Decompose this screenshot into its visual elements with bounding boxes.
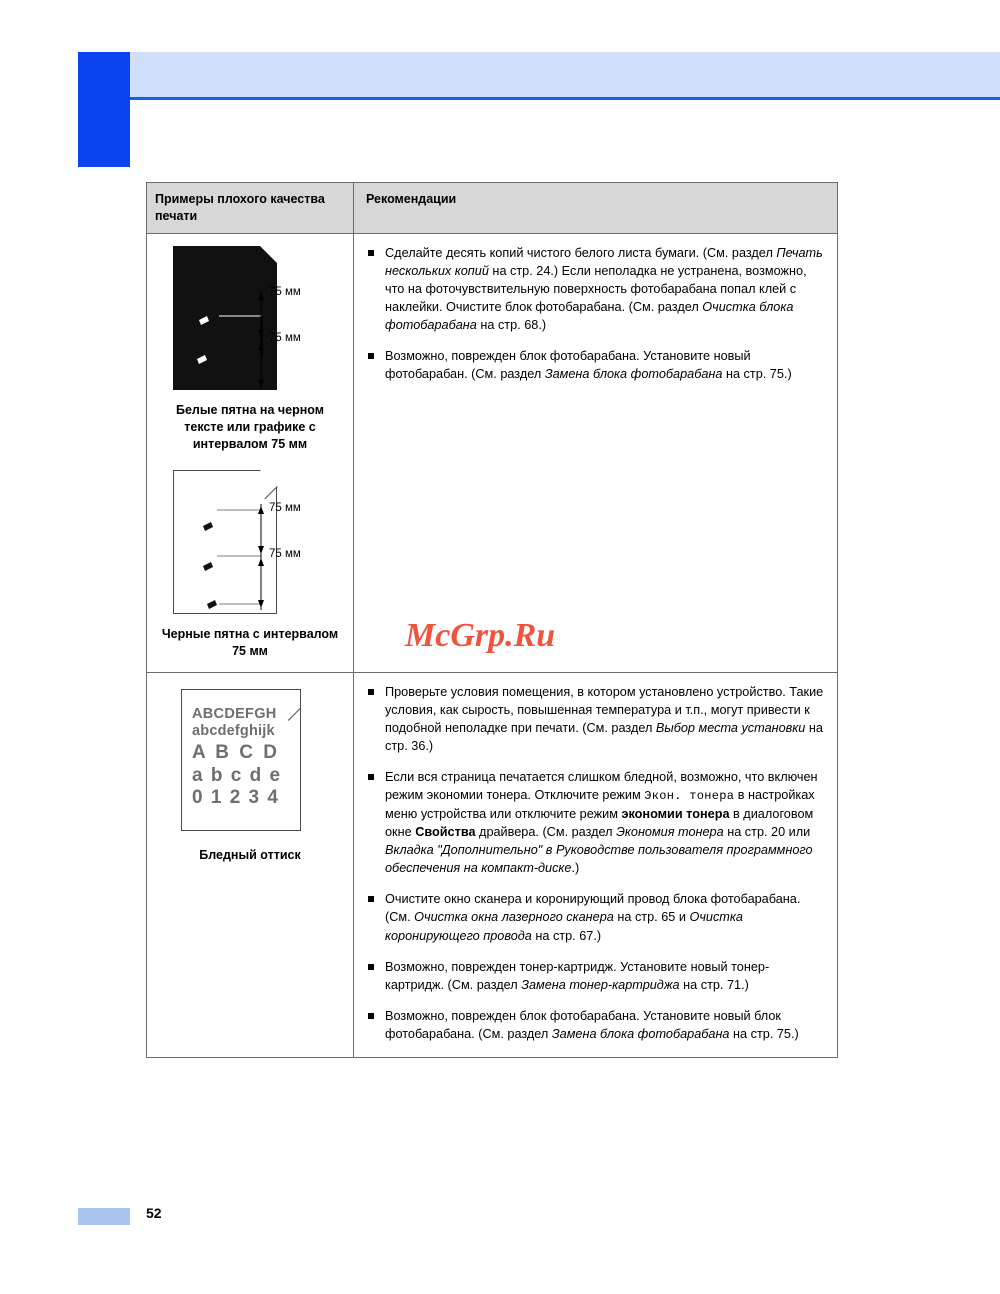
table-header-cell-recommendations: Рекомендации	[354, 183, 837, 233]
header-rule	[130, 97, 1000, 100]
recommendations-cell-spots	[354, 234, 837, 672]
header-chapter-tab	[78, 52, 130, 167]
page-number: 52	[146, 1205, 162, 1221]
pale-line-1: ABCDEFGH	[192, 706, 277, 723]
watermark: McGrp.Ru	[405, 617, 556, 654]
recommendation-list	[368, 683, 825, 1043]
pale-line-5: 0 1 2 3 4	[192, 787, 280, 809]
list-item: Сделайте десять копий чистого белого листа бумаги. (См. раздел Печать нескольких копий на стр. 24.) Если неполадка не устранена, возможно, что на фоточувствительную поверхность фотобарабана попал клей с наклейки. Очистите блок фотобарабана. (См. раздел Очистка блока фотобарабана на стр. 68.)	[368, 244, 825, 334]
header-band	[130, 52, 1000, 97]
footer-decoration	[78, 1208, 130, 1225]
table-header-cell-examples: Примеры плохого качества печати	[147, 183, 354, 233]
list-item: Возможно, поврежден блок фотобарабана. Установите новый блок фотобарабана. (См. раздел Замена блока фотобарабана на стр. 75.)	[368, 1007, 825, 1043]
list-item: Если вся страница печатается слишком бледной, возможно, что включен режим экономии тонера. Отключите режим Экон. тонера в настройках меню устройства или отключите режим экономии тонера в диалоговом окне Свойства драйвера. (См. раздел Экономия тонера на стр. 20 или Вкладка "Дополнительно" в Руководстве пользователя программного обеспечения на компакт-диске.)	[368, 768, 825, 877]
black-spots-annotation-svg	[157, 470, 344, 618]
measure-label-bottom: 75 мм	[269, 331, 301, 344]
sample-image-black-spots	[157, 470, 344, 618]
recommendations-cell-pale-print	[354, 673, 837, 1057]
measure-label-top: 75 мм	[269, 502, 301, 515]
list-item: Проверьте условия помещения, в котором установлено устройство. Такие условия, как сырость, повышенная температура и т.п., могут привести к подобной неполадке при печати. (См. раздел Выбор места установки на стр. 36.)	[368, 683, 825, 755]
measure-label-bottom: 75 мм	[269, 548, 301, 561]
sample-caption-black-spots: Черные пятна с интервалом 75 мм	[161, 627, 339, 659]
list-item: Возможно, поврежден блок фотобарабана. Установите новый фотобарабан. (См. раздел Замена блока фотобарабана на стр. 75.)	[368, 347, 825, 383]
sample-image-pale-print	[157, 689, 344, 839]
sample-caption-white-spots: Белые пятна на черном тексте или графике с интервалом 75 мм	[175, 402, 324, 451]
list-item: Очистите окно сканера и коронирующий провод блока фотобарабана. (См. Очистка окна лазерного сканера на стр. 65 и Очистка коронирующего провода на стр. 67.)	[368, 890, 825, 944]
list-item: Возможно, поврежден тонер-картридж. Установите новый тонер-картридж. (См. раздел Замена тонер-картриджа на стр. 71.)	[368, 958, 825, 994]
sample-image-white-spots	[157, 246, 344, 394]
table-row	[147, 234, 837, 673]
print-quality-table	[146, 182, 838, 1058]
table-header-row	[147, 183, 837, 234]
pale-page-graphic	[181, 689, 301, 831]
white-spots-annotation-svg	[157, 246, 344, 394]
sample-cell-pale-print	[147, 673, 354, 1057]
sample-caption-pale-print: Бледный оттиск	[199, 848, 301, 863]
recommendation-list	[368, 244, 825, 383]
pale-line-4: a b c d e	[192, 764, 282, 786]
pale-line-3: A B C D	[192, 742, 280, 764]
measure-label-top: 75 мм	[269, 285, 301, 298]
table-row	[147, 673, 837, 1057]
sample-cell-spots	[147, 234, 354, 672]
pale-line-2: abcdefghijk	[192, 723, 275, 740]
